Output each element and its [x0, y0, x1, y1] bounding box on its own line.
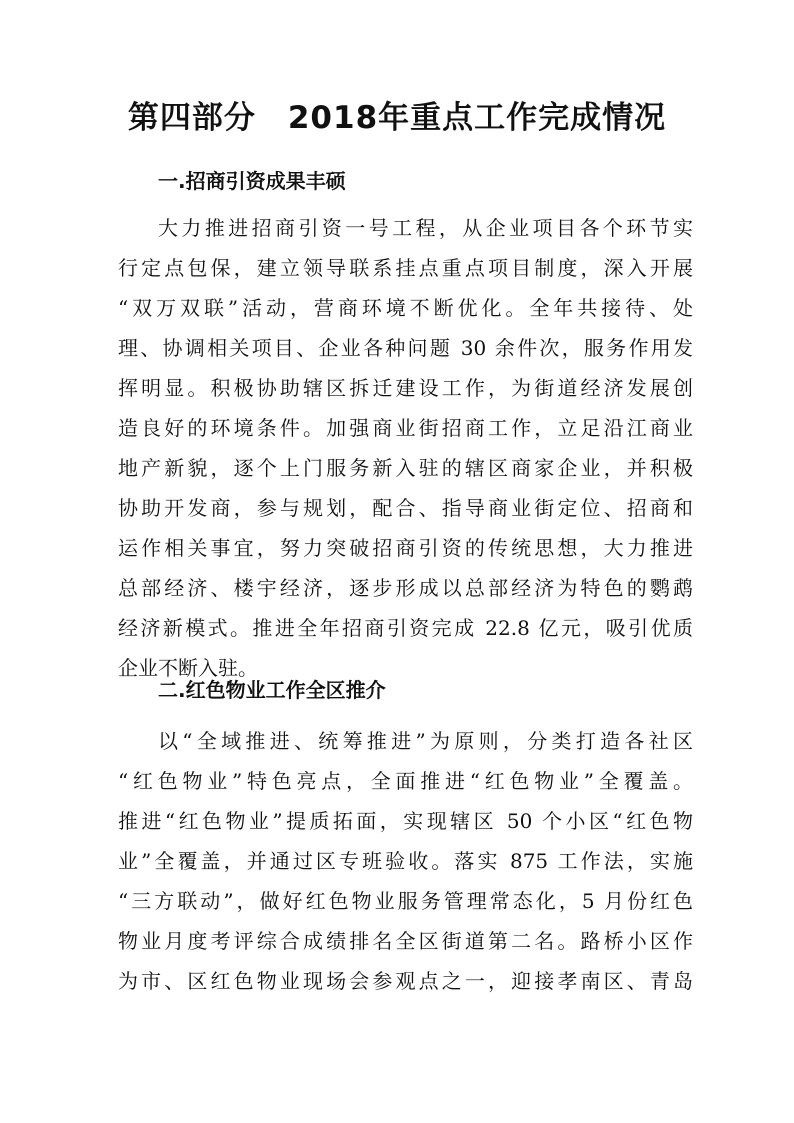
paragraph-line: “三方联动”，做好红色物业服务管理常态化，5 月份红色 [118, 889, 693, 913]
paragraph-line: 为市、区红色物业现场会参观点之一，迎接孝南区、青岛 [118, 969, 693, 993]
paragraph-line: 物业月度考评综合成绩排名全区街道第二名。路桥小区作 [118, 929, 693, 953]
paragraph-line: “双万双联”活动，营商环境不断优化。全年共接待、处 [118, 296, 693, 320]
section-heading-red-property: 二.红色物业工作全区推介 [158, 678, 386, 702]
paragraph-line: 行定点包保，建立领导联系挂点重点项目制度，深入开展 [118, 256, 693, 280]
paragraph-line: 造良好的环境条件。加强商业街招商工作，立足沿江商业 [118, 416, 693, 440]
paragraph-line: 业”全覆盖，并通过区专班验收。落实 875 工作法，实施 [118, 849, 693, 873]
paragraph-line: 理、协调相关项目、企业各种问题 30 余件次，服务作用发 [118, 336, 693, 360]
paragraph-line: 协助开发商，参与规划，配合、指导商业街定位、招商和 [118, 496, 693, 520]
paragraph-line: 大力推进招商引资一号工程，从企业项目各个环节实 [158, 216, 693, 240]
paragraph-line: 经济新模式。推进全年招商引资完成 22.8 亿元，吸引优质 [118, 616, 693, 640]
paragraph-red-property [118, 721, 693, 1001]
paragraph-investment [118, 208, 693, 688]
paragraph-line: 以“全域推进、统筹推进”为原则，分类打造各社区 [158, 729, 693, 753]
paragraph-line: 挥明显。积极协助辖区拆迁建设工作，为街道经济发展创 [118, 376, 693, 400]
paragraph-line: 推进“红色物业”提质拓面，实现辖区 50 个小区“红色物 [118, 809, 693, 833]
paragraph-line: 总部经济、楼宇经济，逐步形成以总部经济为特色的鹦鹉 [118, 576, 693, 600]
page-title: 第四部分 2018年重点工作完成情况 [127, 100, 667, 136]
paragraph-line: 运作相关事宜，努力突破招商引资的传统思想，大力推进 [118, 536, 693, 560]
paragraph-line: 地产新貌，逐个上门服务新入驻的辖区商家企业，并积极 [118, 456, 693, 480]
paragraph-line: “红色物业”特色亮点，全面推进“红色物业”全覆盖。 [118, 769, 693, 793]
paragraph-line: 企业不断入驻。 [118, 656, 258, 680]
section-heading-investment: 一.招商引资成果丰硕 [158, 169, 346, 193]
